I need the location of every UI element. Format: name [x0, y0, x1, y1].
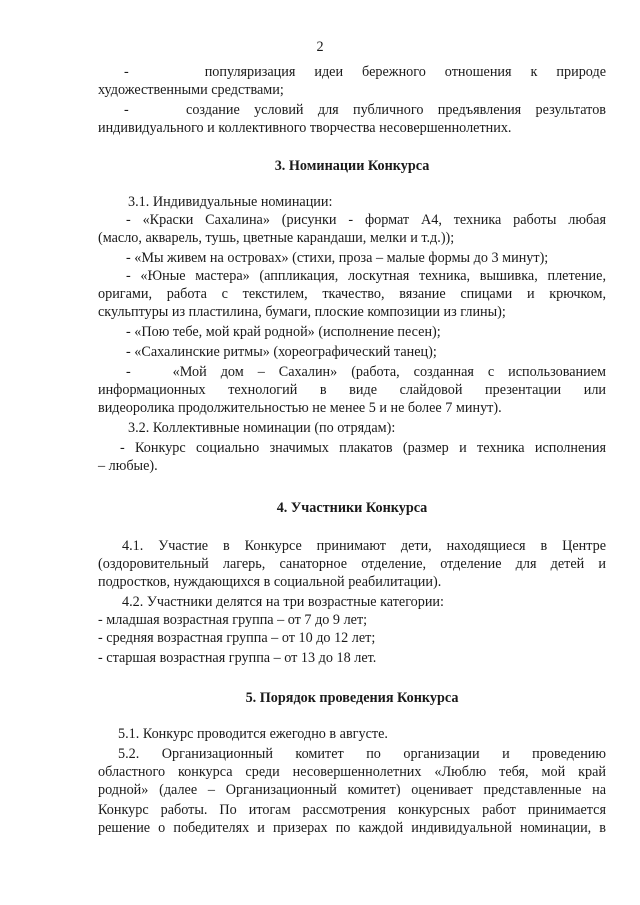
nomination-line: - Конкурс социально значимых плакатов (размер и техника исполнения	[120, 440, 606, 456]
nomination-line: - «Юные мастера» (аппликация, лоскутная техника, вышивка, плетение,	[126, 268, 606, 284]
subsection-4-2: 4.2. Участники делятся на три возрастные категории:	[122, 594, 444, 610]
goal-line: индивидуального и коллективного творчества несовершеннолетних.	[98, 120, 512, 136]
nomination-line: - «Пою тебе, мой край родной» (исполнение песен);	[126, 324, 441, 340]
subsection-5-2: Конкурс работы. По итогам рассмотрения конкурсных работ принимается	[98, 802, 606, 818]
subsection-5-2: родной» (далее – Организационный комитет) оценивает представленные на	[98, 782, 606, 798]
nomination-line: видеоролика продолжительностью не менее 5 и не более 7 минут).	[98, 400, 502, 416]
subsection-3-1: 3.1. Индивидуальные номинации:	[128, 194, 333, 210]
page-number: 2	[316, 39, 324, 55]
nomination-line: - «Краски Сахалина» (рисунки - формат А4, техника работы любая	[126, 212, 606, 228]
nomination-line: - «Мы живем на островах» (стихи, проза – малые формы до 3 минут);	[126, 250, 549, 266]
age-group-item: - младшая возрастная группа – от 7 до 9 лет;	[98, 612, 368, 628]
section-heading-4: 4. Участники Конкурса	[276, 500, 428, 516]
age-group-item: - средняя возрастная группа – от 10 до 12 лет;	[98, 630, 376, 646]
nomination-line: оригами, работа с текстилем, ткачество, вязание спицами и крючком,	[98, 286, 606, 302]
subsection-4-1: 4.1. Участие в Конкурсе принимают дети, находящиеся в Центре	[122, 538, 606, 554]
subsection-5-1: 5.1. Конкурс проводится ежегодно в августе.	[118, 726, 388, 742]
section-heading-3: 3. Номинации Конкурса	[274, 158, 430, 174]
nomination-line: - «Сахалинские ритмы» (хореографический танец);	[126, 344, 437, 360]
nomination-line: – любые).	[98, 458, 158, 474]
subsection-5-2: 5.2. Организационный комитет по организации и проведению	[118, 746, 606, 762]
goal-line: - популяризация идеи бережного отношения к природе	[124, 64, 606, 80]
subsection-5-2: решение о победителях и призерах по каждой индивидуальной номинации, в	[98, 820, 606, 836]
goal-line: - создание условий для публичного предъявления результатов	[124, 102, 606, 118]
nomination-line: - «Мой дом – Сахалин» (работа, созданная с использованием	[126, 364, 606, 380]
goal-line: художественными средствами;	[98, 82, 284, 98]
subsection-4-1: (оздоровительный лагерь, санаторное отделение, отделение для детей и	[98, 556, 606, 572]
nomination-line: скульптуры из пластилина, бумаги, плоские композиции из глины);	[98, 304, 506, 320]
age-group-item: - старшая возрастная группа – от 13 до 18 лет.	[98, 650, 377, 666]
subsection-3-2: 3.2. Коллективные номинации (по отрядам):	[128, 420, 396, 436]
nomination-line: (масло, акварель, тушь, цветные карандаши, мелки и т.д.));	[98, 230, 455, 246]
nomination-line: информационных технологий в виде слайдовой презентации или	[98, 382, 606, 398]
subsection-5-2: областного конкурса среди несовершеннолетних «Люблю тебя, мой край	[98, 764, 606, 780]
subsection-4-1: подростков, нуждающихся в социальной реабилитации).	[98, 574, 442, 590]
section-heading-5: 5. Порядок проведения Конкурса	[245, 690, 459, 706]
